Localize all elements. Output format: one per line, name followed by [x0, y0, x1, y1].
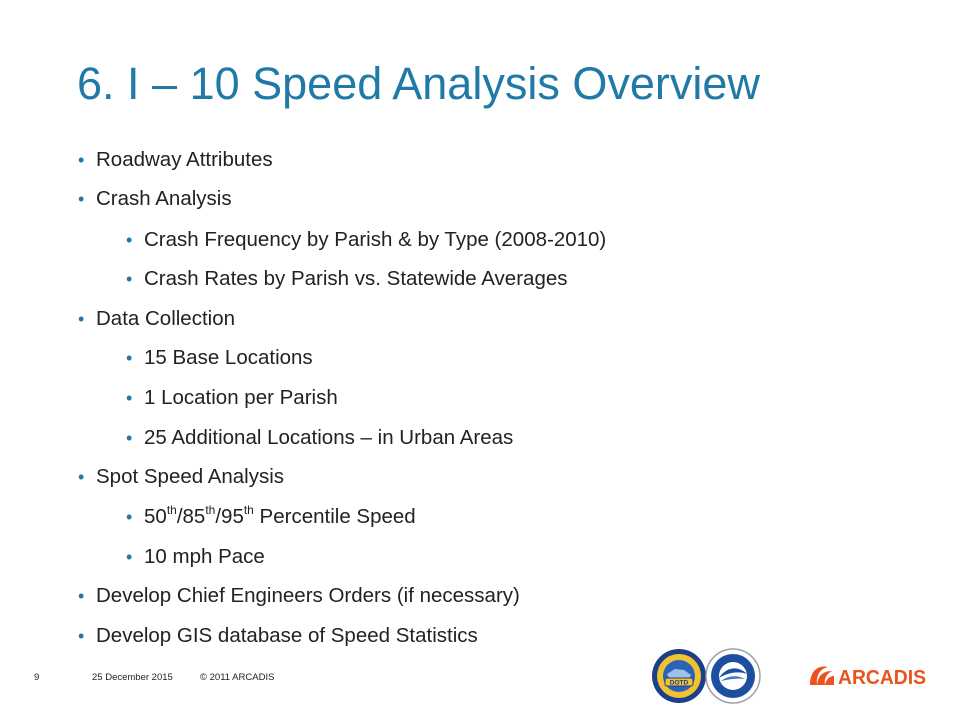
- dotd-logo-icon: [651, 648, 707, 704]
- sub-bullet-item: [126, 541, 265, 573]
- page-number: 9: [34, 672, 40, 683]
- bullet-text: Crash Rates by Parish vs. Statewide Averages: [144, 267, 568, 290]
- superscript: th: [205, 503, 216, 518]
- bullet-item: [78, 183, 232, 215]
- footer-copyright: © 2011 ARCADIS: [200, 672, 275, 683]
- bullet-text: Data Collection: [96, 307, 236, 330]
- slide-title: 6. I – 10 Speed Analysis Overview: [77, 58, 760, 109]
- bullet-item: [78, 144, 273, 176]
- bullet-dot-icon: •: [78, 150, 85, 170]
- arcadis-logo-icon: [808, 661, 928, 691]
- bullet-dot-icon: •: [126, 507, 133, 527]
- superscript: th: [243, 503, 254, 518]
- bullet-text: 25 Additional Locations – in Urban Areas: [144, 426, 514, 449]
- bullet-text: 10 mph Pace: [144, 545, 265, 568]
- sub-bullet-item: [126, 263, 568, 295]
- bullet-text: 15 Base Locations: [144, 346, 313, 369]
- bullet-item: [78, 461, 285, 493]
- arcadis-logo-text: ARCADIS: [838, 667, 926, 689]
- text-part: Percentile Speed: [253, 505, 416, 528]
- bullet-dot-icon: •: [126, 348, 133, 368]
- bullet-text: Roadway Attributes: [96, 148, 273, 171]
- bullet-item: [78, 580, 520, 612]
- bullet-dot-icon: •: [78, 626, 85, 646]
- bullet-text: Spot Speed Analysis: [96, 465, 285, 488]
- footer-date: 25 December 2015: [92, 672, 173, 683]
- bullet-text: Develop GIS database of Speed Statistics: [96, 624, 478, 647]
- bullet-text: Crash Frequency by Parish & by Type (2008-2010): [144, 228, 607, 251]
- text-part: /85: [176, 505, 206, 528]
- bullet-text: 1 Location per Parish: [144, 386, 338, 409]
- usdot-logo-icon: [705, 648, 761, 704]
- superscript: th: [166, 503, 177, 518]
- bullet-dot-icon: •: [126, 428, 133, 448]
- sub-bullet-item: [126, 224, 607, 256]
- bullet-text: Crash Analysis: [96, 187, 232, 210]
- bullet-text: Develop Chief Engineers Orders (if necessary): [96, 584, 520, 607]
- bullet-dot-icon: •: [78, 467, 85, 487]
- text-part: /95: [215, 505, 244, 528]
- bullet-text-percentile: [144, 505, 416, 528]
- sub-bullet-item: [126, 382, 338, 414]
- bullet-item: [78, 303, 236, 335]
- text-part: 50: [144, 505, 167, 528]
- sub-bullet-item: [126, 342, 313, 374]
- bullet-dot-icon: •: [126, 269, 133, 289]
- dotd-logo-label: DOTD: [669, 679, 689, 687]
- bullet-dot-icon: •: [78, 309, 85, 329]
- bullet-dot-icon: •: [126, 230, 133, 250]
- bullet-dot-icon: •: [78, 586, 85, 606]
- bullet-dot-icon: •: [126, 547, 133, 567]
- bullet-dot-icon: •: [78, 189, 85, 209]
- bullet-item: [78, 620, 478, 652]
- bullet-dot-icon: •: [126, 388, 133, 408]
- sub-bullet-item: [126, 501, 416, 533]
- sub-bullet-item: [126, 422, 514, 454]
